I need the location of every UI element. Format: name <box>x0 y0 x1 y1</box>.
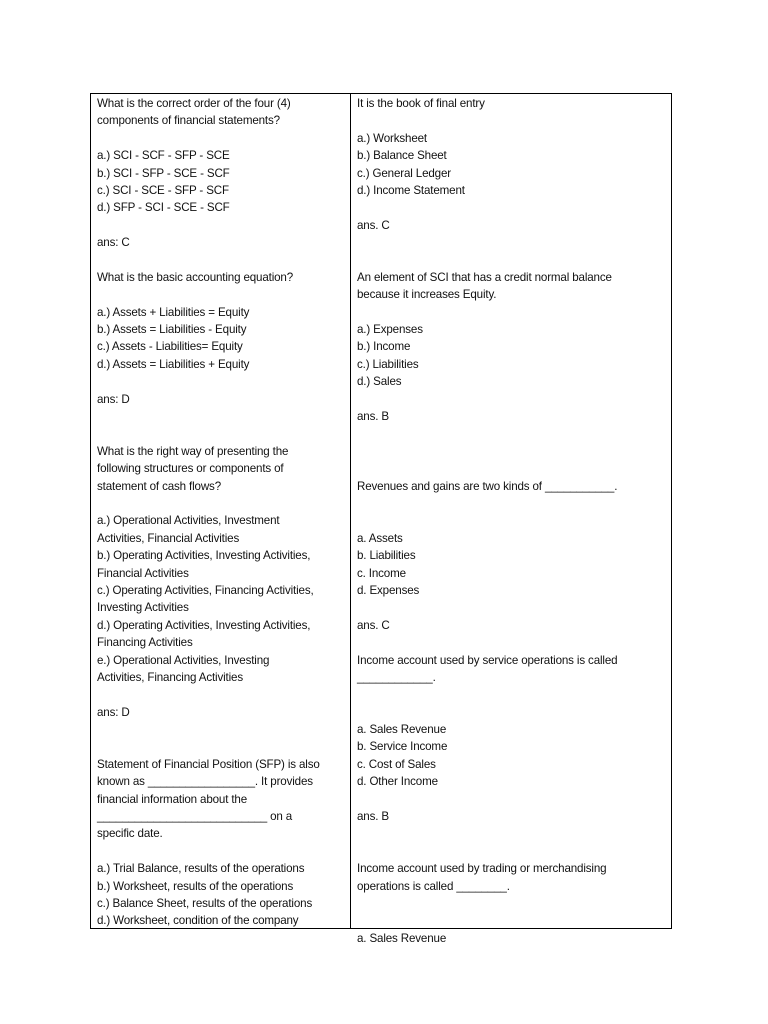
text-line: a. Assets <box>357 531 403 545</box>
blank-line <box>97 843 346 860</box>
blank-line <box>357 825 665 842</box>
text-line: Activities, Financial Activities <box>97 531 240 545</box>
blank-line <box>357 912 665 929</box>
blank-line <box>97 721 346 738</box>
text-line: ans: D <box>97 705 130 719</box>
blank-line <box>97 408 346 425</box>
text-line: d. Other Income <box>357 775 438 789</box>
blank-line <box>97 286 346 303</box>
blank-line <box>357 391 665 408</box>
blank-line <box>357 599 665 616</box>
right-column <box>351 94 671 945</box>
blank-line <box>97 738 346 755</box>
text-line: known as _________________. It provides <box>97 775 313 789</box>
blank-line <box>357 112 665 129</box>
blank-line <box>357 460 665 477</box>
blank-line <box>357 512 665 529</box>
text-line: financial information about the <box>97 792 248 806</box>
text-line: Investing Activities <box>97 601 189 615</box>
text-line: a.) Trial Balance, results of the operations <box>97 862 305 876</box>
text-line: ans. B <box>357 810 389 824</box>
text-line: statement of cash flows? <box>97 479 221 493</box>
text-line: ans: C <box>97 236 130 250</box>
text-line: d.) Income Statement <box>357 183 465 197</box>
text-line: d. Expenses <box>357 583 420 597</box>
blank-line <box>97 495 346 512</box>
text-line: b. Liabilities <box>357 549 416 563</box>
text-line: c.) Balance Sheet, results of the operations <box>97 896 313 910</box>
blank-line <box>97 686 346 703</box>
text-line: An element of SCI that has a credit normal balance <box>357 270 612 284</box>
text-line: d.) SFP - SCI - SCE - SCF <box>97 201 230 215</box>
text-line: It is the book of final entry <box>357 97 485 110</box>
blank-line <box>97 425 346 442</box>
text-line: e.) Operational Activities, Investing <box>97 653 270 667</box>
text-line: components of financial statements? <box>97 114 280 128</box>
text-line: c. Income <box>357 566 406 580</box>
text-line: a.) Expenses <box>357 323 423 337</box>
text-line: a.) Worksheet <box>357 131 428 145</box>
text-line: b.) SCI - SFP - SCE - SCF <box>97 166 230 180</box>
text-line: Income account used by service operations is called <box>357 653 618 667</box>
text-line: What is the correct order of the four (4) <box>97 97 291 110</box>
text-line: a. Sales Revenue <box>357 723 447 737</box>
text-line: a. Sales Revenue <box>357 931 447 945</box>
text-line: What is the right way of presenting the <box>97 444 289 458</box>
question-table <box>90 93 672 945</box>
text-line: operations is called ________. <box>357 879 510 893</box>
text-line: a.) SCI - SCF - SFP - SCE <box>97 149 230 163</box>
text-line: c.) SCI - SCE - SFP - SCF <box>97 183 229 197</box>
blank-line <box>357 634 665 651</box>
blank-line <box>357 843 665 860</box>
text-line: Statement of Financial Position (SFP) is also <box>97 757 320 771</box>
text-line: c.) Liabilities <box>357 357 419 371</box>
text-line: Financing Activities <box>97 636 193 650</box>
text-line: c.) Assets - Liabilities= Equity <box>97 340 243 354</box>
text-line: b.) Income <box>357 340 411 354</box>
text-line: Activities, Financing Activities <box>97 670 243 684</box>
text-line: ans. C <box>357 218 390 232</box>
text-line: Income account used by trading or merchandising <box>357 862 607 876</box>
text-line: specific date. <box>97 827 163 841</box>
text-line: ____________. <box>357 670 436 684</box>
text-line: Financial Activities <box>97 566 189 580</box>
blank-line <box>357 791 665 808</box>
blank-line <box>357 252 665 269</box>
text-line: d.) Worksheet, condition of the company <box>97 914 299 928</box>
blank-line <box>357 704 665 721</box>
text-line: What is the basic accounting equation? <box>97 270 294 284</box>
blank-line <box>357 199 665 216</box>
blank-line <box>357 304 665 321</box>
text-line: ans: D <box>97 392 130 406</box>
blank-line <box>97 373 346 390</box>
text-line: c.) General Ledger <box>357 166 451 180</box>
text-line: b.) Assets = Liabilities - Equity <box>97 323 247 337</box>
left-column <box>91 94 351 928</box>
text-line: b. Service Income <box>357 740 448 754</box>
text-line: a.) Assets + Liabilities = Equity <box>97 305 250 319</box>
blank-line <box>97 130 346 147</box>
blank-line <box>357 234 665 251</box>
blank-line <box>357 443 665 460</box>
text-line: d.) Assets = Liabilities + Equity <box>97 357 250 371</box>
text-line: c.) Operating Activities, Financing Activities, <box>97 583 314 597</box>
blank-line <box>357 495 665 512</box>
blank-line <box>357 895 665 912</box>
text-line: ans. C <box>357 618 390 632</box>
text-line: d.) Operating Activities, Investing Activities, <box>97 618 311 632</box>
blank-line <box>357 686 665 703</box>
text-line: following structures or components of <box>97 462 284 476</box>
text-line: c. Cost of Sales <box>357 757 436 771</box>
blank-line <box>97 252 346 269</box>
text-line: ___________________________ on a <box>97 810 293 824</box>
text-line: d.) Sales <box>357 375 402 389</box>
text-line: b.) Worksheet, results of the operations <box>97 879 294 893</box>
text-line: because it increases Equity. <box>357 288 497 302</box>
blank-line <box>357 425 665 442</box>
text-line: b.) Balance Sheet <box>357 149 447 163</box>
text-line: b.) Operating Activities, Investing Activities, <box>97 549 311 563</box>
blank-line <box>97 217 346 234</box>
text-line: Revenues and gains are two kinds of ___________. <box>357 479 618 493</box>
text-line: ans. B <box>357 410 389 424</box>
text-line: a.) Operational Activities, Investment <box>97 514 280 528</box>
